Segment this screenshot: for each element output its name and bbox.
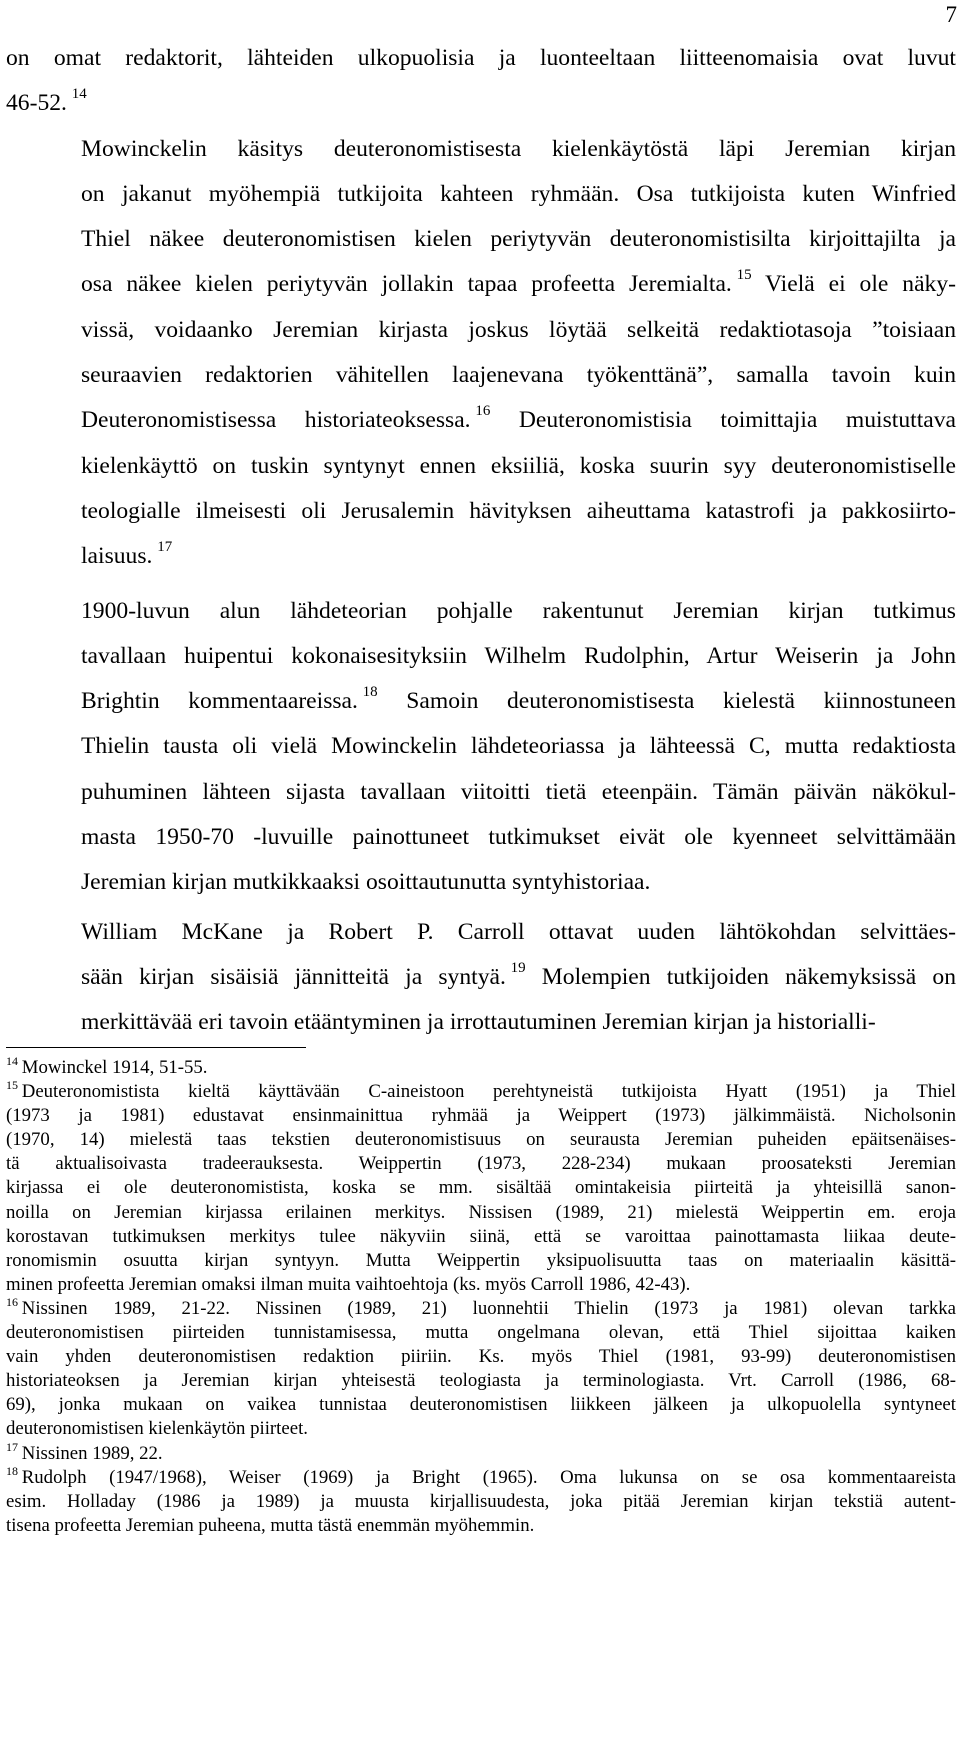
footnote-15 [6, 1080, 956, 1297]
text-line [6, 308, 956, 353]
paragraph [6, 36, 956, 127]
footnote-text: Deuteronomistista kieltä käyttävään C-aineistoon perehtyneistä tutkijoista Hyatt (1951) ja Thiel [21, 1081, 956, 1103]
text-line [6, 262, 956, 307]
footnote-text: deuteronomistisen kielenkäytön piirteet. [6, 1418, 308, 1440]
footnote-divider [6, 1047, 306, 1048]
footnote-line [6, 1439, 956, 1466]
line-text: merkittävää eri tavoin etääntyminen ja irrottautuminen Jeremian kirjan ja historialli- [81, 1009, 876, 1036]
footnote-text: Nissinen 1989, 21-22. Nissinen (1989, 21) luonnehtii Thielin (1973 ja 1981) olevan tarkka [21, 1297, 956, 1319]
line-text-after: Deuteronomistisia toimittajia muistuttava [490, 407, 956, 434]
paragraph [6, 127, 956, 580]
footnote-17 [6, 1439, 956, 1466]
footnote-text: noilla on Jeremian kirjassa erilainen merkitys. Nissisen (1989, 21) mielestä Weippertin em. eroja [6, 1201, 956, 1223]
footnote-text: historiateoksen ja Jeremian kirjan yhteisestä teologiasta ja terminologiasta. Vrt. Carroll (1986, 68- [6, 1370, 956, 1392]
footnote-number: 14 [6, 1054, 18, 1068]
text-line [6, 770, 956, 815]
footnote-text: 69), jonka mukaan on vaikea tunnistaa deuteronomistisen liikkeen jälkeen ja ulkopuolella syntyneet [6, 1394, 956, 1416]
footnote-text: tisena profeetta Jeremian puheena, mutta tästä enemmän myöhemmin. [6, 1514, 535, 1536]
footnote-line [6, 1080, 956, 1104]
footnote-line [6, 1463, 956, 1490]
footnote-line [6, 1201, 956, 1225]
text-line [6, 398, 956, 443]
line-text: on omat redaktorit, lähteiden ulkopuolisia ja luonteeltaan liitteenomaisia ovat luvut [6, 45, 956, 71]
line-text: Mowinckelin käsitys deuteronomistisesta kielenkäytöstä läpi Jeremian kirjan [81, 135, 956, 162]
footnote-line [6, 1152, 956, 1176]
paragraph [6, 910, 956, 1046]
footnote-text: (1970, 14) mielestä taas tekstien deuteronomistisuus on seurausta Jeremian puheiden epäitsenäises- [6, 1129, 956, 1151]
footnote-text: ronomismin osuutta kirjan syntyyn. Mutta Weippertin yksipuolisuutta taas on materiaalin käsittä- [6, 1249, 956, 1271]
line-text: Thiel näkee deuteronomistisen kielen periytyvän deuteronomistisilta kirjoittajilta ja [81, 226, 956, 253]
footnote-line [6, 1273, 956, 1297]
footnote-text: vain yhden deuteronomistisen redaktion piiriin. Ks. myös Thiel (1981, 93-99) deuteronomistisen [6, 1346, 956, 1368]
text-line [6, 172, 956, 217]
text-line [6, 1000, 956, 1045]
footnote-text: esim. Holladay (1986 ja 1989) ja muusta kirjallisuudesta, joka pitää Jeremian kirjan tekstiä autent- [6, 1490, 956, 1512]
text-line [6, 955, 956, 1000]
text-line [6, 815, 956, 860]
line-text: tavallaan huipentui kokonaisesityksiin Wilhelm Rudolphin, Artur Weiserin ja John [81, 642, 956, 669]
line-text: puhuminen lähteen sijasta tavallaan viitoitti tietä eteenpäin. Tämän päivän näkökul- [81, 778, 956, 805]
line-text: 46-52. [6, 90, 67, 117]
line-text: laisuus. [81, 543, 153, 570]
footnote-line [6, 1417, 956, 1441]
line-text: Thielin tausta oli vielä Mowinckelin lähdeteoriassa ja lähteessä C, mutta redaktiosta [81, 733, 956, 760]
text-line [6, 36, 956, 81]
line-text: William McKane ja Robert P. Carroll ottavat uuden lähtökohdan selvittäes- [81, 918, 956, 945]
text-line [6, 81, 956, 126]
line-text: vissä, voidaanko Jeremian kirjasta joskus löytää selkeitä redaktiotasoja ”toisiaan [81, 316, 956, 343]
footnote-text: kirjassa ei ole deuteronomistista, koska se mm. sisältää omintakeisia piirteitä ja yhteisillä sanon- [6, 1177, 956, 1199]
body-text [6, 36, 956, 1046]
footnote-line [6, 1249, 956, 1273]
footnote-14 [6, 1056, 956, 1080]
footnote-text: Mowinckel 1914, 51-55. [21, 1057, 208, 1078]
text-line [6, 634, 956, 679]
footnote-line [6, 1128, 956, 1152]
line-text: seuraavien redaktorien vähitellen laajenevana työkenttänä”, samalla tavoin kuin [81, 362, 956, 389]
footnote-number: 16 [6, 1294, 18, 1309]
footnote-ref[interactable]: 18 [362, 684, 378, 701]
paragraph [6, 589, 956, 906]
footnote-ref[interactable]: 17 [157, 539, 173, 556]
footnote-number: 17 [6, 1439, 18, 1454]
line-text: 1900-luvun alun lähdeteorian pohjalle rakentunut Jeremian kirjan tutkimus [81, 597, 956, 624]
footnote-text: Rudolph (1947/1968), Weiser (1969) ja Bright (1965). Oma lukunsa on se osa kommentaareista [21, 1466, 956, 1488]
text-line [6, 534, 956, 579]
line-text: Brightin kommentaareissa. [81, 688, 358, 715]
line-text: masta 1950-70 -luvuille painottuneet tutkimukset eivät ole kyenneet selvittämään [81, 824, 956, 851]
footnote-text: minen profeetta Jeremian omaksi ilman muita vaihtoehtoja (ks. myös Carroll 1986, 42-43). [6, 1273, 691, 1295]
line-text: osa näkee kielen periytyvän jollakin tapaa profeetta Jeremialta. [81, 271, 732, 298]
footnote-text: (1973 ja 1981) edustavat ensinmainittua ryhmää ja Weippert (1973) jälkimmäistä. Nicholsonin [6, 1105, 956, 1127]
line-text: teologialle ilmeisesti oli Jerusalemin hävityksen aiheuttama katastrofi ja pakkosiirto- [81, 497, 956, 524]
line-text-after: Vielä ei ole näky- [751, 271, 956, 298]
footnote-line [6, 1104, 956, 1128]
footnote-line [6, 1393, 956, 1417]
footnote-line [6, 1490, 956, 1514]
footnote-text: deuteronomistisen piirteiden tunnistamisessa, mutta ongelmana olevan, että Thiel sijoittaa kaiken [6, 1322, 956, 1344]
line-text: sään kirjan sisäisiä jännitteitä ja syntyä. [81, 963, 506, 990]
text-line [6, 127, 956, 172]
page-number: 7 [945, 2, 957, 27]
footnote-line [6, 1514, 956, 1538]
line-text: Deuteronomistisessa historiateoksessa. [81, 407, 471, 434]
footnotes [6, 1056, 956, 1538]
line-text: on jakanut myöhempiä tutkijoita kahteen ryhmään. Osa tutkijoista kuten Winfried [81, 180, 956, 207]
footnote-line [6, 1369, 956, 1393]
footnote-text: korostavan tutkimuksen merkitys tulee näkyviin siinä, että se varoittaa painottamasta liikaa deute- [6, 1225, 956, 1247]
footnote-ref[interactable]: 19 [510, 959, 526, 976]
text-line [6, 353, 956, 398]
line-text-after: Molempien tutkijoiden näkemyksissä on [525, 963, 956, 990]
text-line [6, 724, 956, 769]
text-line [6, 589, 956, 634]
footnote-ref[interactable]: 16 [475, 403, 491, 420]
line-text: Jeremian kirjan mutkikkaaksi osoittautunutta syntyhistoriaa. [81, 869, 651, 896]
footnote-18 [6, 1463, 956, 1538]
text-line [6, 679, 956, 724]
text-line [6, 444, 956, 489]
footnote-line [6, 1321, 956, 1345]
text-line [6, 910, 956, 955]
footnote-number: 15 [6, 1078, 18, 1093]
footnote-line [6, 1225, 956, 1249]
text-line [6, 217, 956, 262]
footnote-number: 18 [6, 1463, 18, 1478]
footnote-text: Nissinen 1989, 22. [21, 1442, 163, 1464]
line-text-after: Samoin deuteronomistisesta kielestä kiinnostuneen [377, 688, 956, 715]
footnote-line [6, 1345, 956, 1369]
footnote-ref[interactable]: 14 [71, 86, 87, 103]
footnote-16 [6, 1294, 956, 1442]
footnote-line [6, 1056, 956, 1080]
line-text: kielenkäyttö on tuskin syntynyt ennen eksiiliä, koska suurin syy deuteronomistiselle [81, 452, 956, 479]
text-line [6, 860, 956, 905]
footnote-text: tä aktualisoivasta tradeerauksesta. Weippertin (1973, 228-234) mukaan proosateksti Jeremian [6, 1153, 956, 1175]
footnote-line [6, 1176, 956, 1200]
footnote-ref[interactable]: 15 [736, 267, 752, 284]
text-line [6, 489, 956, 534]
footnote-line [6, 1294, 956, 1321]
